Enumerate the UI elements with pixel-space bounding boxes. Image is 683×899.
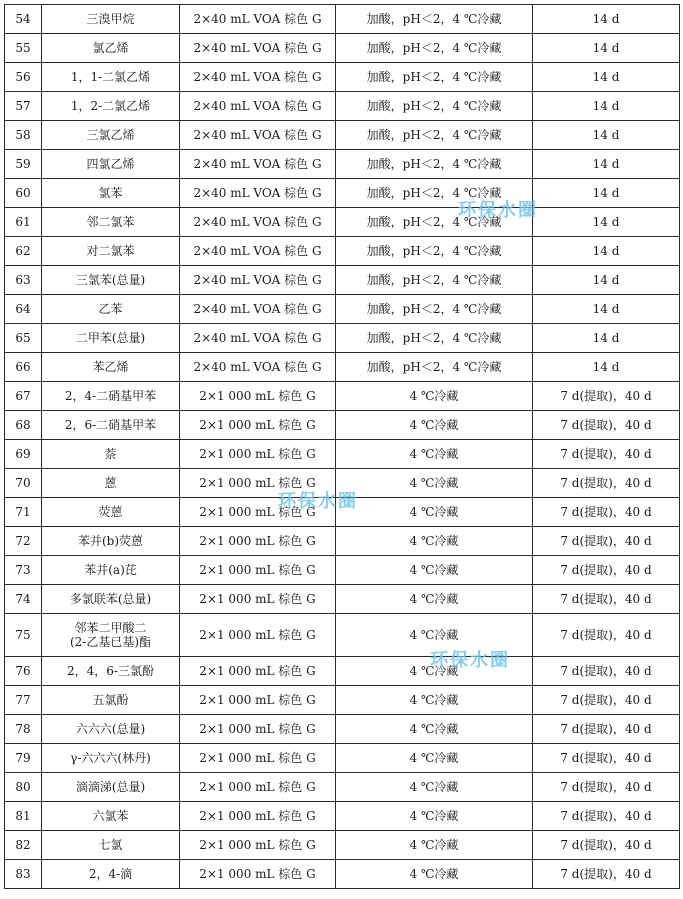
- substance-name-cell: 1，1-二氯乙烯: [42, 63, 180, 92]
- container-cell: 2×1 000 mL 棕色 G: [180, 585, 336, 614]
- table-row: [5, 295, 680, 324]
- container-cell: 2×40 mL VOA 棕色 G: [180, 63, 336, 92]
- container-cell: 2×1 000 mL 棕色 G: [180, 382, 336, 411]
- holding-time-cell: 14 d: [533, 266, 680, 295]
- holding-time-cell: 7 d(提取)，40 d: [533, 686, 680, 715]
- holding-time-cell: 14 d: [533, 324, 680, 353]
- holding-time-cell: 7 d(提取)，40 d: [533, 469, 680, 498]
- holding-time-cell: 14 d: [533, 179, 680, 208]
- table-row: [5, 208, 680, 237]
- table-row: [5, 773, 680, 802]
- table-row: [5, 802, 680, 831]
- substance-name-cell: 邻二氯苯: [42, 208, 180, 237]
- row-number-cell: 78: [5, 715, 42, 744]
- container-cell: 2×1 000 mL 棕色 G: [180, 527, 336, 556]
- container-cell: 2×1 000 mL 棕色 G: [180, 411, 336, 440]
- row-number-cell: 57: [5, 92, 42, 121]
- preservation-cell: 加酸，pH＜2，4 ℃冷藏: [336, 237, 533, 266]
- container-cell: 2×40 mL VOA 棕色 G: [180, 295, 336, 324]
- row-number-cell: 80: [5, 773, 42, 802]
- substance-name-cell: 三氯苯(总量): [42, 266, 180, 295]
- row-number-cell: 72: [5, 527, 42, 556]
- table-row: [5, 411, 680, 440]
- substance-name-cell: 三溴甲烷: [42, 5, 180, 34]
- holding-time-cell: 7 d(提取)，40 d: [533, 411, 680, 440]
- table-row: [5, 527, 680, 556]
- container-cell: 2×40 mL VOA 棕色 G: [180, 266, 336, 295]
- row-number-cell: 77: [5, 686, 42, 715]
- holding-time-cell: 14 d: [533, 5, 680, 34]
- preservation-cell: 4 ℃冷藏: [336, 715, 533, 744]
- substance-name-cell: 苯并(a)芘: [42, 556, 180, 585]
- substance-name-cell: 五氯酚: [42, 686, 180, 715]
- preservation-cell: 4 ℃冷藏: [336, 831, 533, 860]
- preservation-cell: 4 ℃冷藏: [336, 744, 533, 773]
- container-cell: 2×40 mL VOA 棕色 G: [180, 208, 336, 237]
- substance-name-cell: 苯并(b)荧蒽: [42, 527, 180, 556]
- holding-time-cell: 14 d: [533, 295, 680, 324]
- holding-time-cell: 14 d: [533, 63, 680, 92]
- container-cell: 2×1 000 mL 棕色 G: [180, 498, 336, 527]
- sampling-table: [4, 4, 680, 889]
- row-number-cell: 83: [5, 860, 42, 889]
- table-row: [5, 92, 680, 121]
- table-row: [5, 715, 680, 744]
- table-row: [5, 744, 680, 773]
- holding-time-cell: 14 d: [533, 208, 680, 237]
- container-cell: 2×40 mL VOA 棕色 G: [180, 92, 336, 121]
- preservation-cell: 加酸，pH＜2，4 ℃冷藏: [336, 179, 533, 208]
- row-number-cell: 70: [5, 469, 42, 498]
- holding-time-cell: 14 d: [533, 92, 680, 121]
- container-cell: 2×40 mL VOA 棕色 G: [180, 150, 336, 179]
- container-cell: 2×40 mL VOA 棕色 G: [180, 324, 336, 353]
- table-row: [5, 860, 680, 889]
- preservation-cell: 4 ℃冷藏: [336, 614, 533, 657]
- holding-time-cell: 14 d: [533, 353, 680, 382]
- table-row: [5, 556, 680, 585]
- row-number-cell: 71: [5, 498, 42, 527]
- row-number-cell: 66: [5, 353, 42, 382]
- holding-time-cell: 7 d(提取)，40 d: [533, 831, 680, 860]
- preservation-cell: 4 ℃冷藏: [336, 556, 533, 585]
- row-number-cell: 62: [5, 237, 42, 266]
- substance-name-cell: [42, 614, 180, 657]
- container-cell: 2×1 000 mL 棕色 G: [180, 614, 336, 657]
- container-cell: 2×1 000 mL 棕色 G: [180, 469, 336, 498]
- table-row: [5, 266, 680, 295]
- holding-time-cell: 14 d: [533, 34, 680, 63]
- substance-name-cell: 六氯苯: [42, 802, 180, 831]
- table-row: [5, 63, 680, 92]
- preservation-cell: 加酸，pH＜2，4 ℃冷藏: [336, 121, 533, 150]
- table-row: [5, 34, 680, 63]
- substance-name-cell: 萘: [42, 440, 180, 469]
- holding-time-cell: 7 d(提取)，40 d: [533, 614, 680, 657]
- table-row: [5, 657, 680, 686]
- holding-time-cell: 14 d: [533, 150, 680, 179]
- holding-time-cell: 7 d(提取)，40 d: [533, 440, 680, 469]
- holding-time-cell: 14 d: [533, 237, 680, 266]
- holding-time-cell: 7 d(提取)，40 d: [533, 773, 680, 802]
- preservation-cell: 加酸，pH＜2，4 ℃冷藏: [336, 5, 533, 34]
- substance-name-cell: 二甲苯(总量): [42, 324, 180, 353]
- substance-name-cell: 2，4，6-三氯酚: [42, 657, 180, 686]
- preservation-cell: 加酸，pH＜2，4 ℃冷藏: [336, 353, 533, 382]
- preservation-cell: 加酸，pH＜2，4 ℃冷藏: [336, 295, 533, 324]
- substance-name-cell: 多氯联苯(总量): [42, 585, 180, 614]
- row-number-cell: 61: [5, 208, 42, 237]
- substance-name-cell: γ-六六六(林丹): [42, 744, 180, 773]
- preservation-cell: 加酸，pH＜2，4 ℃冷藏: [336, 324, 533, 353]
- substance-name-cell: 2，4-滴: [42, 860, 180, 889]
- row-number-cell: 81: [5, 802, 42, 831]
- preservation-cell: 4 ℃冷藏: [336, 382, 533, 411]
- holding-time-cell: 7 d(提取)，40 d: [533, 802, 680, 831]
- container-cell: 2×40 mL VOA 棕色 G: [180, 121, 336, 150]
- holding-time-cell: 7 d(提取)，40 d: [533, 744, 680, 773]
- holding-time-cell: 7 d(提取)，40 d: [533, 715, 680, 744]
- substance-name-cell: 苯乙烯: [42, 353, 180, 382]
- row-number-cell: 76: [5, 657, 42, 686]
- row-number-cell: 73: [5, 556, 42, 585]
- preservation-cell: 加酸，pH＜2，4 ℃冷藏: [336, 266, 533, 295]
- preservation-cell: 4 ℃冷藏: [336, 860, 533, 889]
- row-number-cell: 79: [5, 744, 42, 773]
- preservation-cell: 加酸，pH＜2，4 ℃冷藏: [336, 92, 533, 121]
- preservation-cell: 加酸，pH＜2，4 ℃冷藏: [336, 63, 533, 92]
- table-row: [5, 585, 680, 614]
- substance-name-cell: 1，2-二氯乙烯: [42, 92, 180, 121]
- holding-time-cell: 7 d(提取)，40 d: [533, 527, 680, 556]
- table-row: [5, 382, 680, 411]
- substance-name-cell: 荧蒽: [42, 498, 180, 527]
- holding-time-cell: 7 d(提取)，40 d: [533, 585, 680, 614]
- sampling-table-body: [5, 5, 680, 889]
- holding-time-cell: 7 d(提取)，40 d: [533, 498, 680, 527]
- preservation-cell: 4 ℃冷藏: [336, 440, 533, 469]
- preservation-cell: 4 ℃冷藏: [336, 527, 533, 556]
- row-number-cell: 56: [5, 63, 42, 92]
- substance-name-cell: 2，4-二硝基甲苯: [42, 382, 180, 411]
- substance-name-cell: 蒽: [42, 469, 180, 498]
- substance-name-cell: 七氯: [42, 831, 180, 860]
- container-cell: 2×1 000 mL 棕色 G: [180, 773, 336, 802]
- row-number-cell: 75: [5, 614, 42, 657]
- table-row: [5, 686, 680, 715]
- container-cell: 2×1 000 mL 棕色 G: [180, 831, 336, 860]
- container-cell: 2×1 000 mL 棕色 G: [180, 802, 336, 831]
- substance-name-cell: 对二氯苯: [42, 237, 180, 266]
- table-row: [5, 498, 680, 527]
- row-number-cell: 67: [5, 382, 42, 411]
- table-row: [5, 324, 680, 353]
- preservation-cell: 4 ℃冷藏: [336, 773, 533, 802]
- substance-name-cell: 乙苯: [42, 295, 180, 324]
- preservation-cell: 4 ℃冷藏: [336, 802, 533, 831]
- watermark: 环保水圈: [458, 200, 538, 221]
- holding-time-cell: 7 d(提取)，40 d: [533, 556, 680, 585]
- row-number-cell: 68: [5, 411, 42, 440]
- container-cell: 2×1 000 mL 棕色 G: [180, 715, 336, 744]
- table-row: [5, 179, 680, 208]
- table-row: [5, 237, 680, 266]
- row-number-cell: 65: [5, 324, 42, 353]
- container-cell: 2×1 000 mL 棕色 G: [180, 440, 336, 469]
- preservation-cell: 加酸，pH＜2，4 ℃冷藏: [336, 208, 533, 237]
- container-cell: 2×40 mL VOA 棕色 G: [180, 5, 336, 34]
- container-cell: 2×40 mL VOA 棕色 G: [180, 34, 336, 63]
- preservation-cell: 4 ℃冷藏: [336, 585, 533, 614]
- preservation-cell: 4 ℃冷藏: [336, 498, 533, 527]
- preservation-cell: 加酸，pH＜2，4 ℃冷藏: [336, 150, 533, 179]
- substance-name-cell: 滴滴涕(总量): [42, 773, 180, 802]
- preservation-cell: 4 ℃冷藏: [336, 411, 533, 440]
- row-number-cell: 64: [5, 295, 42, 324]
- table-row: [5, 469, 680, 498]
- substance-name-cell: 氯苯: [42, 179, 180, 208]
- table-row: [5, 5, 680, 34]
- table-row: [5, 831, 680, 860]
- container-cell: 2×1 000 mL 棕色 G: [180, 686, 336, 715]
- table-row: [5, 353, 680, 382]
- preservation-cell: 4 ℃冷藏: [336, 657, 533, 686]
- holding-time-cell: 7 d(提取)，40 d: [533, 382, 680, 411]
- substance-name-cell: 四氯乙烯: [42, 150, 180, 179]
- container-cell: 2×40 mL VOA 棕色 G: [180, 353, 336, 382]
- container-cell: 2×1 000 mL 棕色 G: [180, 860, 336, 889]
- watermark: 环保水圈: [278, 491, 358, 512]
- row-number-cell: 69: [5, 440, 42, 469]
- preservation-cell: 加酸，pH＜2，4 ℃冷藏: [336, 34, 533, 63]
- substance-name-line: (2-乙基已基)酯: [69, 635, 152, 649]
- table-row: [5, 614, 680, 657]
- container-cell: 2×1 000 mL 棕色 G: [180, 744, 336, 773]
- holding-time-cell: 14 d: [533, 121, 680, 150]
- row-number-cell: 54: [5, 5, 42, 34]
- row-number-cell: 58: [5, 121, 42, 150]
- row-number-cell: 59: [5, 150, 42, 179]
- container-cell: 2×1 000 mL 棕色 G: [180, 556, 336, 585]
- row-number-cell: 82: [5, 831, 42, 860]
- holding-time-cell: 7 d(提取)，40 d: [533, 657, 680, 686]
- table-row: [5, 440, 680, 469]
- container-cell: 2×40 mL VOA 棕色 G: [180, 179, 336, 208]
- substance-name-cell: 六六六(总量): [42, 715, 180, 744]
- preservation-cell: 4 ℃冷藏: [336, 686, 533, 715]
- row-number-cell: 55: [5, 34, 42, 63]
- preservation-cell: 4 ℃冷藏: [336, 469, 533, 498]
- row-number-cell: 74: [5, 585, 42, 614]
- watermark: 环保水圈: [430, 650, 510, 671]
- table-row: [5, 121, 680, 150]
- substance-name-line: 邻苯二甲酸二: [74, 621, 147, 635]
- substance-name-cell: 2，6-二硝基甲苯: [42, 411, 180, 440]
- substance-name-cell: 氯乙烯: [42, 34, 180, 63]
- container-cell: 2×40 mL VOA 棕色 G: [180, 237, 336, 266]
- table-row: [5, 150, 680, 179]
- row-number-cell: 63: [5, 266, 42, 295]
- container-cell: 2×1 000 mL 棕色 G: [180, 657, 336, 686]
- substance-name-cell: 三氯乙烯: [42, 121, 180, 150]
- row-number-cell: 60: [5, 179, 42, 208]
- holding-time-cell: 7 d(提取)，40 d: [533, 860, 680, 889]
